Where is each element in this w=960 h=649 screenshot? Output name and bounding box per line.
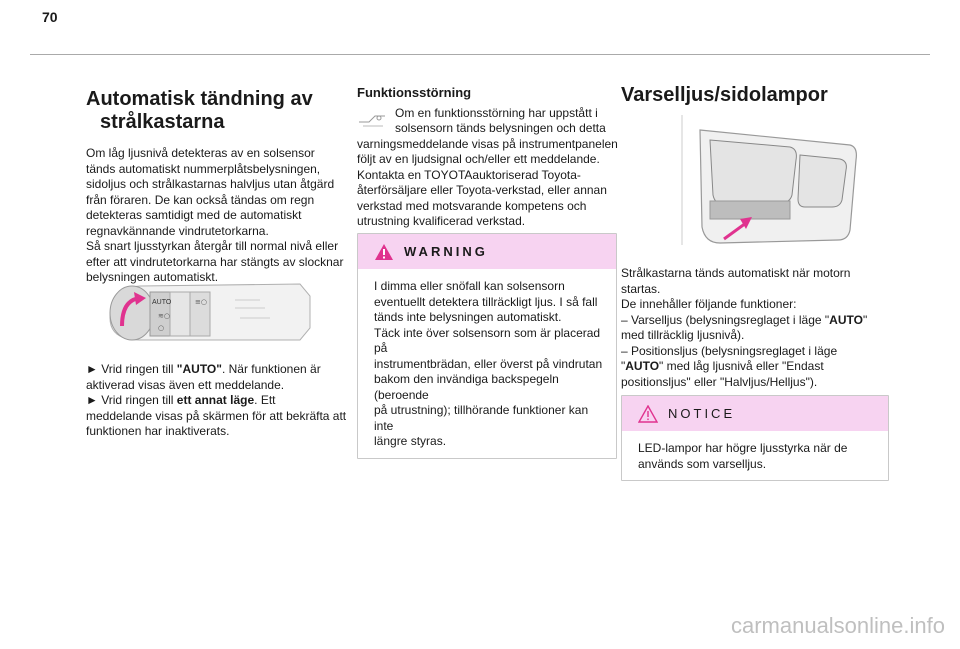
- warning-triangle-icon: [374, 243, 394, 261]
- para-line: verkstad med motsvarande kompetens och: [357, 198, 587, 213]
- intro-line: Om låg ljusnivå detekteras av en solsensor: [86, 146, 315, 160]
- middle-column: [357, 85, 619, 230]
- malfunction-text: [357, 106, 619, 230]
- notice-line: LED-lampor har högre ljusstyrka när de: [638, 441, 848, 455]
- list-item-text: med tillräcklig ljusnivå).: [621, 328, 745, 342]
- left-steps: [86, 362, 351, 440]
- para-line: följt av en ljudsignal och/eller ett meddelande.: [357, 152, 600, 166]
- notice-triangle-icon: [638, 405, 658, 423]
- step-text: . När funktionen är: [221, 362, 321, 376]
- warning-line: tänds inte belysningen automatiskt.: [374, 310, 562, 324]
- intro-line: efter att vindrutetorkarna har stängts av slocknar: [86, 254, 344, 269]
- step-other: [86, 393, 351, 440]
- step-text: meddelande visas på skärmen för att bekräfta att: [86, 408, 347, 423]
- drl-strip: [710, 201, 790, 219]
- malfunction-heading: Funktionsstörning: [357, 85, 472, 100]
- step-text: aktiverad visas även ett meddelande.: [86, 377, 285, 392]
- intro-paragraph: [86, 146, 351, 286]
- warning-line: I dimma eller snöfall kan solsensorn: [374, 279, 565, 293]
- svg-text:○: ○: [158, 324, 165, 332]
- intro-line: sidoljus och strålkastarnas halvljus utan åtgärd: [86, 177, 335, 191]
- svg-text:≡○: ≡○: [195, 298, 207, 306]
- list-item-text: – Positionsljus (belysningsreglaget i läge: [621, 343, 838, 358]
- list-item-bold: AUTO: [625, 359, 660, 373]
- warning-line: längre styras.: [374, 434, 447, 448]
- para-line: solsensorn tänds belysningen och detta: [395, 121, 606, 135]
- step-bold: ett annat läge: [176, 393, 255, 407]
- para-line: Strålkastarna tänds automatiskt när motorn: [621, 266, 851, 280]
- headlamp-illustration: [680, 115, 860, 247]
- step-text: ► Vrid ringen till: [86, 362, 177, 376]
- warning-header: [358, 234, 616, 269]
- svg-text:≋○: ≋○: [158, 312, 170, 320]
- intro-line: tänds automatiskt nummerplåtsbelysningen,: [86, 161, 321, 176]
- notice-title: NOTICE: [668, 406, 736, 421]
- step-auto: [86, 362, 351, 393]
- section-title-auto-headlights: [86, 88, 351, 134]
- step-text: funktionen har inaktiverats.: [86, 424, 230, 438]
- warning-line: instrumentbrädan, eller överst på vindrutan: [374, 356, 603, 371]
- drl-title: Varselljus/sidolampor: [621, 84, 828, 106]
- left-column: [86, 88, 351, 286]
- intro-line: belysningen automatiskt.: [86, 270, 219, 284]
- para-line: Kontakta en TOYOTAauktoriserad Toyota-: [357, 167, 581, 182]
- warning-box: [357, 233, 617, 459]
- page-number: 70: [42, 9, 58, 25]
- notice-line: används som varselljus.: [638, 456, 767, 471]
- warning-line: eventuellt detektera tillräckligt ljus. I så fall: [374, 294, 598, 309]
- intro-line: regnavkännande vindrutetorkarna.: [86, 223, 269, 238]
- notice-header: [622, 396, 888, 431]
- auto-marking: AUTO: [152, 299, 172, 306]
- title-line-2: strålkastarna: [100, 111, 225, 133]
- list-item-text: – Varselljus (belysningsreglaget i läge ": [621, 312, 830, 327]
- notice-box: [621, 395, 889, 481]
- light-stalk-illustration: [100, 278, 320, 348]
- notice-body: [622, 431, 888, 480]
- para-line: utrustning kvalificerad verkstad.: [357, 214, 526, 228]
- para-line: De innehåller följande funktioner:: [621, 297, 797, 311]
- right-text: [621, 266, 886, 390]
- warning-line: bakom den invändiga backspegeln (beroende: [374, 372, 559, 402]
- para-line: startas.: [621, 281, 661, 296]
- step-text: . Ett: [254, 393, 276, 407]
- list-item-text: ": [862, 312, 868, 327]
- sensor-warning-icon: [357, 110, 389, 128]
- title-line-1: Automatisk tändning av: [86, 88, 313, 110]
- step-text: ► Vrid ringen till: [86, 393, 177, 407]
- list-item-text: ": [621, 359, 626, 373]
- list-item-text: " med låg ljusnivå eller "Endast: [659, 359, 824, 373]
- intro-line: Så snart ljusstyrkan återgår till normal nivå eller: [86, 239, 339, 253]
- warning-line: på utrustning); tillhörande funktioner kan inte: [374, 403, 589, 433]
- para-line: varningsmeddelande visas på instrumentpanelen: [357, 136, 618, 151]
- para-line: återförsäljare eller Toyota-verkstad, eller annan: [357, 183, 607, 197]
- warning-line: Täck inte över solsensorn som är placerad på: [374, 325, 601, 355]
- list-item-text: positionsljus" eller "Halvljus/Helljus").: [621, 374, 818, 389]
- header-divider: [30, 54, 930, 55]
- intro-line: från föraren. De kan också tändas om regn: [86, 192, 315, 207]
- intro-line: detekteras samtidigt med de automatiskt: [86, 208, 302, 222]
- step-bold: "AUTO": [176, 362, 222, 376]
- warning-title: WARNING: [404, 244, 488, 259]
- watermark: carmanualsonline.info: [730, 613, 945, 638]
- warning-body: [358, 269, 616, 458]
- para-line: Om en funktionsstörning har uppstått i: [395, 105, 598, 120]
- list-item-bold: AUTO: [829, 312, 863, 327]
